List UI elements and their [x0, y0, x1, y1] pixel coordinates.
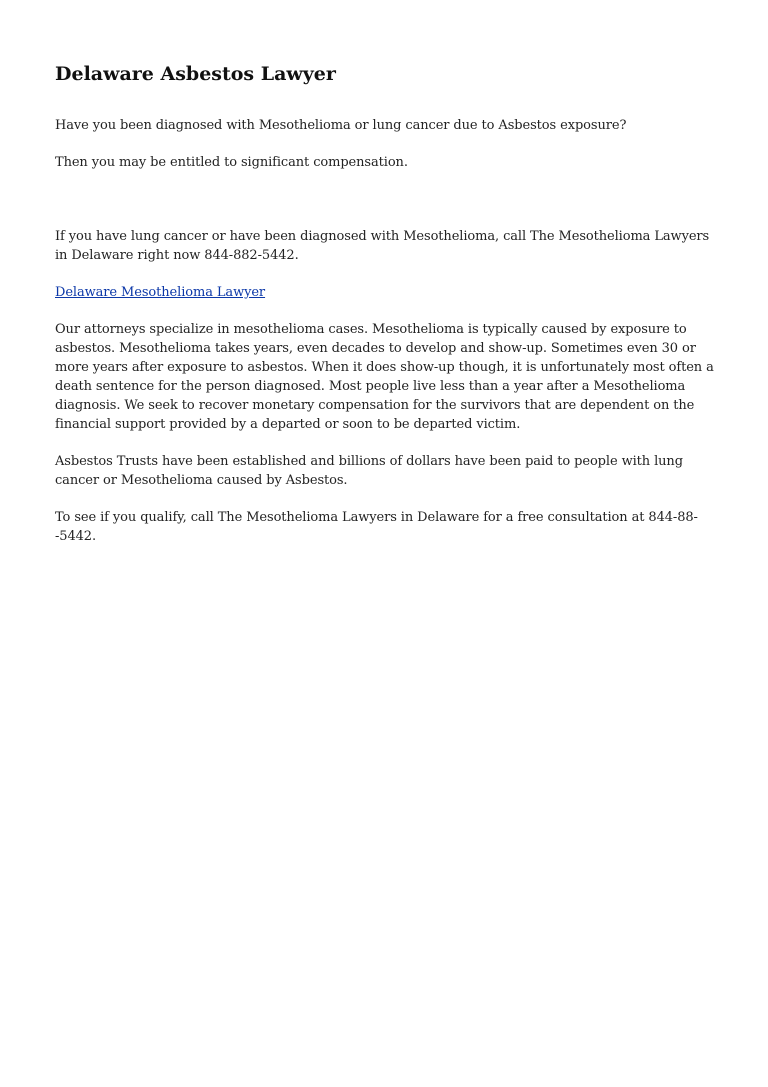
document-page: [55, 60, 720, 546]
trusts-paragraph: Asbestos Trusts have been established and billions of dollars have been paid to people with lung cancer or Mesothelioma caused by Asbestos.: [55, 454, 683, 488]
qualify-paragraph-line-2: -5442.: [55, 529, 97, 544]
page-title: Delaware Asbestos Lawyer: [55, 63, 336, 85]
intro-entitled: Then you may be entitled to significant compensation.: [55, 155, 408, 170]
intro-question: Have you been diagnosed with Mesothelioma or lung cancer due to Asbestos exposure?: [55, 118, 627, 133]
qualify-paragraph: [55, 508, 720, 546]
call-paragraph: If you have lung cancer or have been diagnosed with Mesothelioma, call The Mesothelioma Lawyers in Delaware right now 844-882-5442.: [55, 229, 710, 263]
link-paragraph: [55, 283, 720, 302]
delaware-mesothelioma-lawyer-link[interactable]: Delaware Mesothelioma Lawyer: [55, 285, 266, 300]
qualify-paragraph-line-1: To see if you qualify, call The Mesothelioma Lawyers in Delaware for a free consultation at 844-88-: [55, 510, 698, 525]
attorneys-paragraph: Our attorneys specialize in mesothelioma cases. Mesothelioma is typically caused by exposure to asbestos. Mesothelioma takes years, even decades to develop and show-up. Sometimes even 30 or more years after exposure to asbestos. When it does show-up though, it is unfortunately most often a death sentence for the person diagnosed. Most people live less than a year after a Mesothelioma diagnosis. We seek to recover monetary compensation for the survivors that are dependent on the financial support provided by a departed or soon to be departed victim.: [55, 322, 714, 432]
